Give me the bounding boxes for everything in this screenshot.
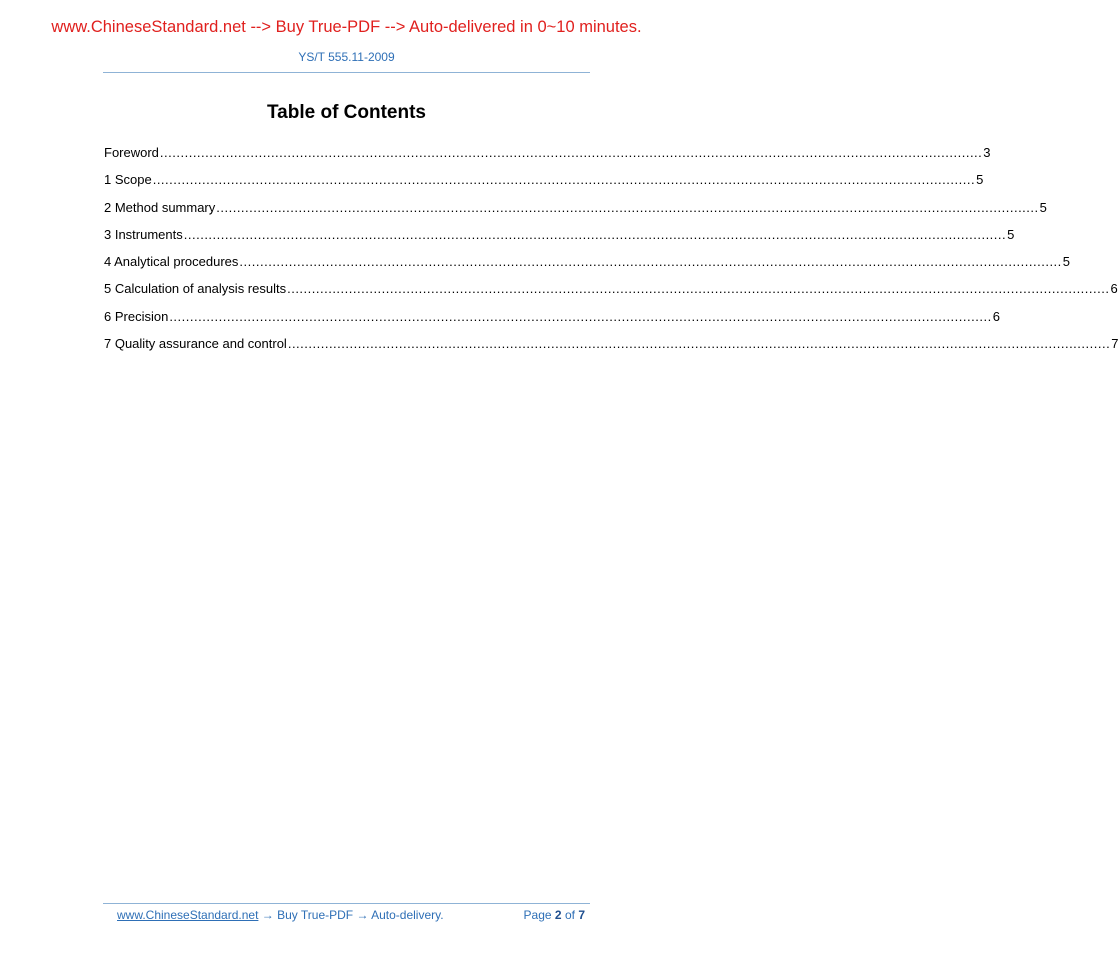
current-page-number: 2 [554, 908, 562, 922]
footer-site-link[interactable]: www.ChineseStandard.net [117, 908, 259, 922]
footer-tagline: → Buy True-PDF → Auto-delivery. [258, 908, 444, 922]
page-word: Page [523, 908, 552, 922]
page-indicator [524, 908, 585, 922]
toc-entry-label: Foreword [104, 145, 159, 160]
total-pages-number: 7 [578, 908, 585, 922]
toc-entry-page: 7 [1111, 336, 1118, 352]
toc-entry-scope[interactable] [104, 172, 984, 199]
toc-entry-precision[interactable] [104, 308, 1000, 336]
toc-entry-label: 2 Method summary [104, 199, 216, 215]
toc-entry-page: 5 [1039, 199, 1047, 215]
dot-leader: ........................................................................................................................................................................................................ [239, 254, 1062, 270]
promo-banner[interactable]: www.ChineseStandard.net --> Buy True-PDF --> Auto-delivered in 0~10 minutes. [51, 18, 642, 36]
toc-entry-page: 5 [976, 172, 984, 188]
toc-entry-page: 5 [1062, 254, 1071, 270]
toc-entry-foreword[interactable] [104, 145, 991, 172]
dot-leader: ........................................................................................................................................................................................................ [287, 281, 1110, 297]
toc-entry-label: 1 Scope [104, 172, 152, 188]
toc-entry-label: 5 Calculation of analysis results [104, 281, 287, 297]
toc-entry-page: 6 [1110, 281, 1118, 297]
toc-entry-analytical-procedures[interactable] [104, 254, 1071, 281]
toc-entry-page: 3 [983, 145, 991, 160]
toc-entry-quality-assurance[interactable] [104, 336, 1118, 363]
toc-entry-page: 5 [1007, 226, 1015, 242]
dot-leader: ........................................................................................................................................................................................................ [183, 226, 1007, 242]
dot-leader: ........................................................................................................................................................................................................ [169, 308, 992, 324]
toc-title: Table of Contents [266, 102, 427, 123]
page-footer [117, 908, 585, 924]
toc-entry-label: 4 Analytical procedures [104, 254, 239, 270]
standard-code: YS/T 555.11-2009 [298, 50, 395, 64]
footer-divider [103, 903, 590, 904]
dot-leader: ........................................................................................................................................................................................................ [159, 145, 983, 160]
toc-entry-label: 3 Instruments [104, 226, 183, 242]
toc-list [104, 145, 1118, 363]
of-word: of [564, 908, 575, 922]
toc-entry-label: 6 Precision [104, 308, 169, 324]
dot-leader: ........................................................................................................................................................................................................ [216, 199, 1039, 215]
dot-leader: ........................................................................................................................................................................................................ [152, 172, 976, 188]
toc-entry-page: 6 [992, 308, 1000, 324]
toc-entry-label: 7 Quality assurance and control [104, 336, 287, 352]
dot-leader: ........................................................................................................................................................................................................ [287, 336, 1111, 352]
toc-entry-calculation[interactable] [104, 281, 1118, 308]
toc-entry-instruments[interactable] [104, 226, 1015, 254]
header-divider [103, 72, 590, 73]
toc-entry-method-summary[interactable] [104, 199, 1047, 227]
